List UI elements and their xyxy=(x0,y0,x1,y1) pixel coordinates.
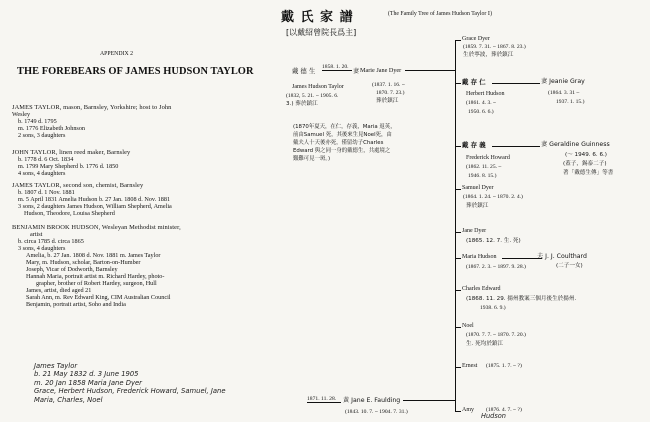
branch-herbert xyxy=(455,83,461,84)
child-amy-dates: (1876. 4. 7. ~ ?) xyxy=(486,407,522,413)
tree-title-cjk: 戴 氏 家 譜 xyxy=(281,10,354,25)
mjd-name: Marie Jane Dyer xyxy=(360,67,402,74)
spouse-geraldine-l3: 著「戴德生傳」等書 xyxy=(563,170,614,176)
mjd-burial: 葬於鎮江 xyxy=(376,98,399,104)
handwritten-hudson: Hudson xyxy=(481,412,506,420)
branch-frederick xyxy=(455,146,461,147)
child-frederick-dates-2: 1946. 8. 15.) xyxy=(468,173,497,179)
branch-noel xyxy=(455,327,461,328)
child-maria-dates: (1867. 2. 3. ~ 1897. 9. 28.) xyxy=(466,264,526,270)
frederick-marriage-line xyxy=(492,146,540,147)
jht-burial: 3.) 葬於鎮江 xyxy=(286,101,318,107)
entry-james-taylor-2: JAMES TAYLOR, second son, chemist, Barnsley b. 1807 d. 1 Nov. 1881 m. 5 April 1831 Amelia Hudson b. 27 Jan. 1808 d. Nov. 1881 3 sons, 2 daughters James Hudson, William Shepherd, Amelia Hudson, Theodore, Louisa Shepherd xyxy=(12,182,172,217)
jht-dates: (1832, 5. 21. ~ 1905. 6. xyxy=(286,93,339,99)
child-noel-name: Noel xyxy=(462,323,474,329)
child-noel-note: 生. 死均於鎮江 xyxy=(466,341,504,347)
branch-maria xyxy=(455,258,461,259)
faulding-line xyxy=(307,402,341,403)
child-grace-name: Grace Dyer xyxy=(462,36,490,42)
child-maria-name: Maria Hudson xyxy=(462,254,497,260)
spouse-geraldine: 妻 Geraldine Guinness xyxy=(541,141,610,148)
spouse-jeanie-dates-2: 1937. 1. 15.) xyxy=(556,99,585,105)
child-frederick-cjk: 戴 存 義 xyxy=(462,141,486,149)
child-jane-dates: (1865. 12. 7. 生. 死) xyxy=(466,238,521,244)
entry-benjamin-hudson: BENJAMIN BROOK HUDSON, Wesleyan Methodist minister, artist b. circa 1785 d. circa 1865 3 sons, 4 daughters Amelia, b. 27 Jan. 1808 d. Nov. 1881 m. James Taylor Mary, m. Hudson, scholar, Barton-on-Humber Joseph, Vicar of Dodworth, Barnsley Hannah Maria, portrait artist m. Richard Hardey, photo- grapher, brother of Robert Hardey, surgeon, Hull James, artist, died aged 21 Sarah Ann, m. Rev Edward King, CIM Australian Council Benjamin, portrait artist, Soho and India xyxy=(12,224,181,308)
mjd-dates-1: (1837. 1. 16. ~ xyxy=(372,82,405,88)
faulding-name: 黃 Jane E. Faulding xyxy=(343,397,401,404)
child-amy-name: Amy xyxy=(462,407,474,413)
historical-note: (1870年夏天，在仁，存義，Maria 返英， 前由Samuel 死，其後來生見Noel死，由 戴夫人十天後亦死，僅留幼子Charles Edward 與之同一身的戴德生，共處境之 艱難可見一斑。) xyxy=(293,124,396,162)
spouse-jeanie-gray: 妻 Jeanie Gray xyxy=(541,78,585,85)
faulding-date: 1871. 11. 28. xyxy=(307,396,337,402)
branch-jane xyxy=(455,232,461,233)
branch-ernest xyxy=(455,367,461,368)
spouse-geraldine-l2: (蓋子，錫泰二子) xyxy=(563,161,607,167)
child-samuel-note: 葬於鎮江 xyxy=(466,203,489,209)
child-grace-dates: (1859. 7. 31. ~ 1867. 8. 23.) xyxy=(463,44,526,50)
entry-james-taylor-1: JAMES TAYLOR, mason, Barnsley, Yorkshire; host to John Wesley b. 1749 d. 1795 m. 1776 Elizabeth Johnson 2 sons, 3 daughters xyxy=(12,104,172,139)
spouse-coulthard-l1: (二子一女) xyxy=(556,263,583,269)
child-noel-dates: (1870. 7. 7. ~ 1870. 7. 20.) xyxy=(466,332,526,338)
child-herbert-dates-1: (1861. 4. 3. ~ xyxy=(466,100,497,106)
child-grace-note: 生於寧波，葬於鎮江 xyxy=(463,52,514,58)
tree-link-top xyxy=(405,70,456,71)
child-ernest-dates: (1875. 1. 7. ~ ?) xyxy=(486,363,522,369)
spouse-coulthard: 夫 J. J. Coulthard xyxy=(537,253,587,260)
tree-title-en: (The Family Tree of James Hudson Taylor Ⅰ) xyxy=(388,11,493,17)
spouse-geraldine-l1: (～ 1949. 6. 6.) xyxy=(565,152,607,158)
faulding-dates: (1843. 10. 7. ~ 1904. 7. 31.) xyxy=(345,409,408,415)
child-charles-dates-1: (1868. 11. 29. 揚州教案三個月後生於揚州. xyxy=(466,296,577,302)
tree-trunk xyxy=(455,40,456,412)
child-charles-name: Charles Edward xyxy=(462,286,501,292)
child-herbert-name: Herbert Hudson xyxy=(466,91,505,97)
child-herbert-dates-2: 1950. 6. 6.) xyxy=(468,109,494,115)
branch-samuel xyxy=(455,189,461,190)
jht-marriage-date: 1858. 1. 20. xyxy=(322,64,349,70)
child-frederick-name: Frederick Howard xyxy=(466,155,510,161)
maria-marriage-line xyxy=(502,258,542,259)
child-samuel-dates: (1864. 1. 24. ~ 1870. 2. 4.) xyxy=(463,194,523,200)
handwritten-note: James Taylor b. 21 May 1832 d. 3 June 1905 m. 20 Jan 1858 Maria Jane Dyer Grace, Herbert Hudson, Frederick Howard, Samuel, Jane Maria, Charles, Noel xyxy=(34,362,226,404)
spouse-mark: 妻 xyxy=(353,68,360,75)
tree-subtitle-cjk: [以戴紹曾院長爲主] xyxy=(286,28,357,37)
child-charles-dates-2: 1938. 6. 9.) xyxy=(480,305,506,311)
spouse-jeanie-dates-1: (1864. 3. 31 ~ xyxy=(548,90,580,96)
mjd-dates-2: 1870. 7. 23.) xyxy=(376,90,405,96)
appendix-label: APPENDIX 2 xyxy=(100,51,134,57)
herbert-marriage-line xyxy=(492,83,540,84)
jht-cjk-label: 戴 德 生 xyxy=(292,67,316,75)
entry-john-taylor: JOHN TAYLOR, linen reed maker, Barnsley b. 1778 d. 6 Oct. 1834 m. 1799 Mary Shepherd b. 1776 d. 1850 4 sons, 4 daughters xyxy=(12,149,131,177)
child-herbert-cjk: 戴 存 仁 xyxy=(462,78,486,86)
child-jane-name: Jane Dyer xyxy=(462,228,487,234)
jht-name: James Hudson Taylor xyxy=(292,84,344,90)
child-frederick-dates-1: (1862. 11. 25. ~ xyxy=(466,164,502,170)
child-samuel-name: Samuel Dyer xyxy=(462,185,494,191)
branch-grace xyxy=(455,40,461,41)
tree-link-bottom xyxy=(403,400,456,401)
marriage-line xyxy=(322,70,352,71)
branch-amy xyxy=(455,411,461,412)
page-title: THE FOREBEARS OF JAMES HUDSON TAYLOR xyxy=(17,66,254,77)
branch-charles xyxy=(455,290,461,291)
child-ernest-name: Ernest xyxy=(462,363,478,369)
